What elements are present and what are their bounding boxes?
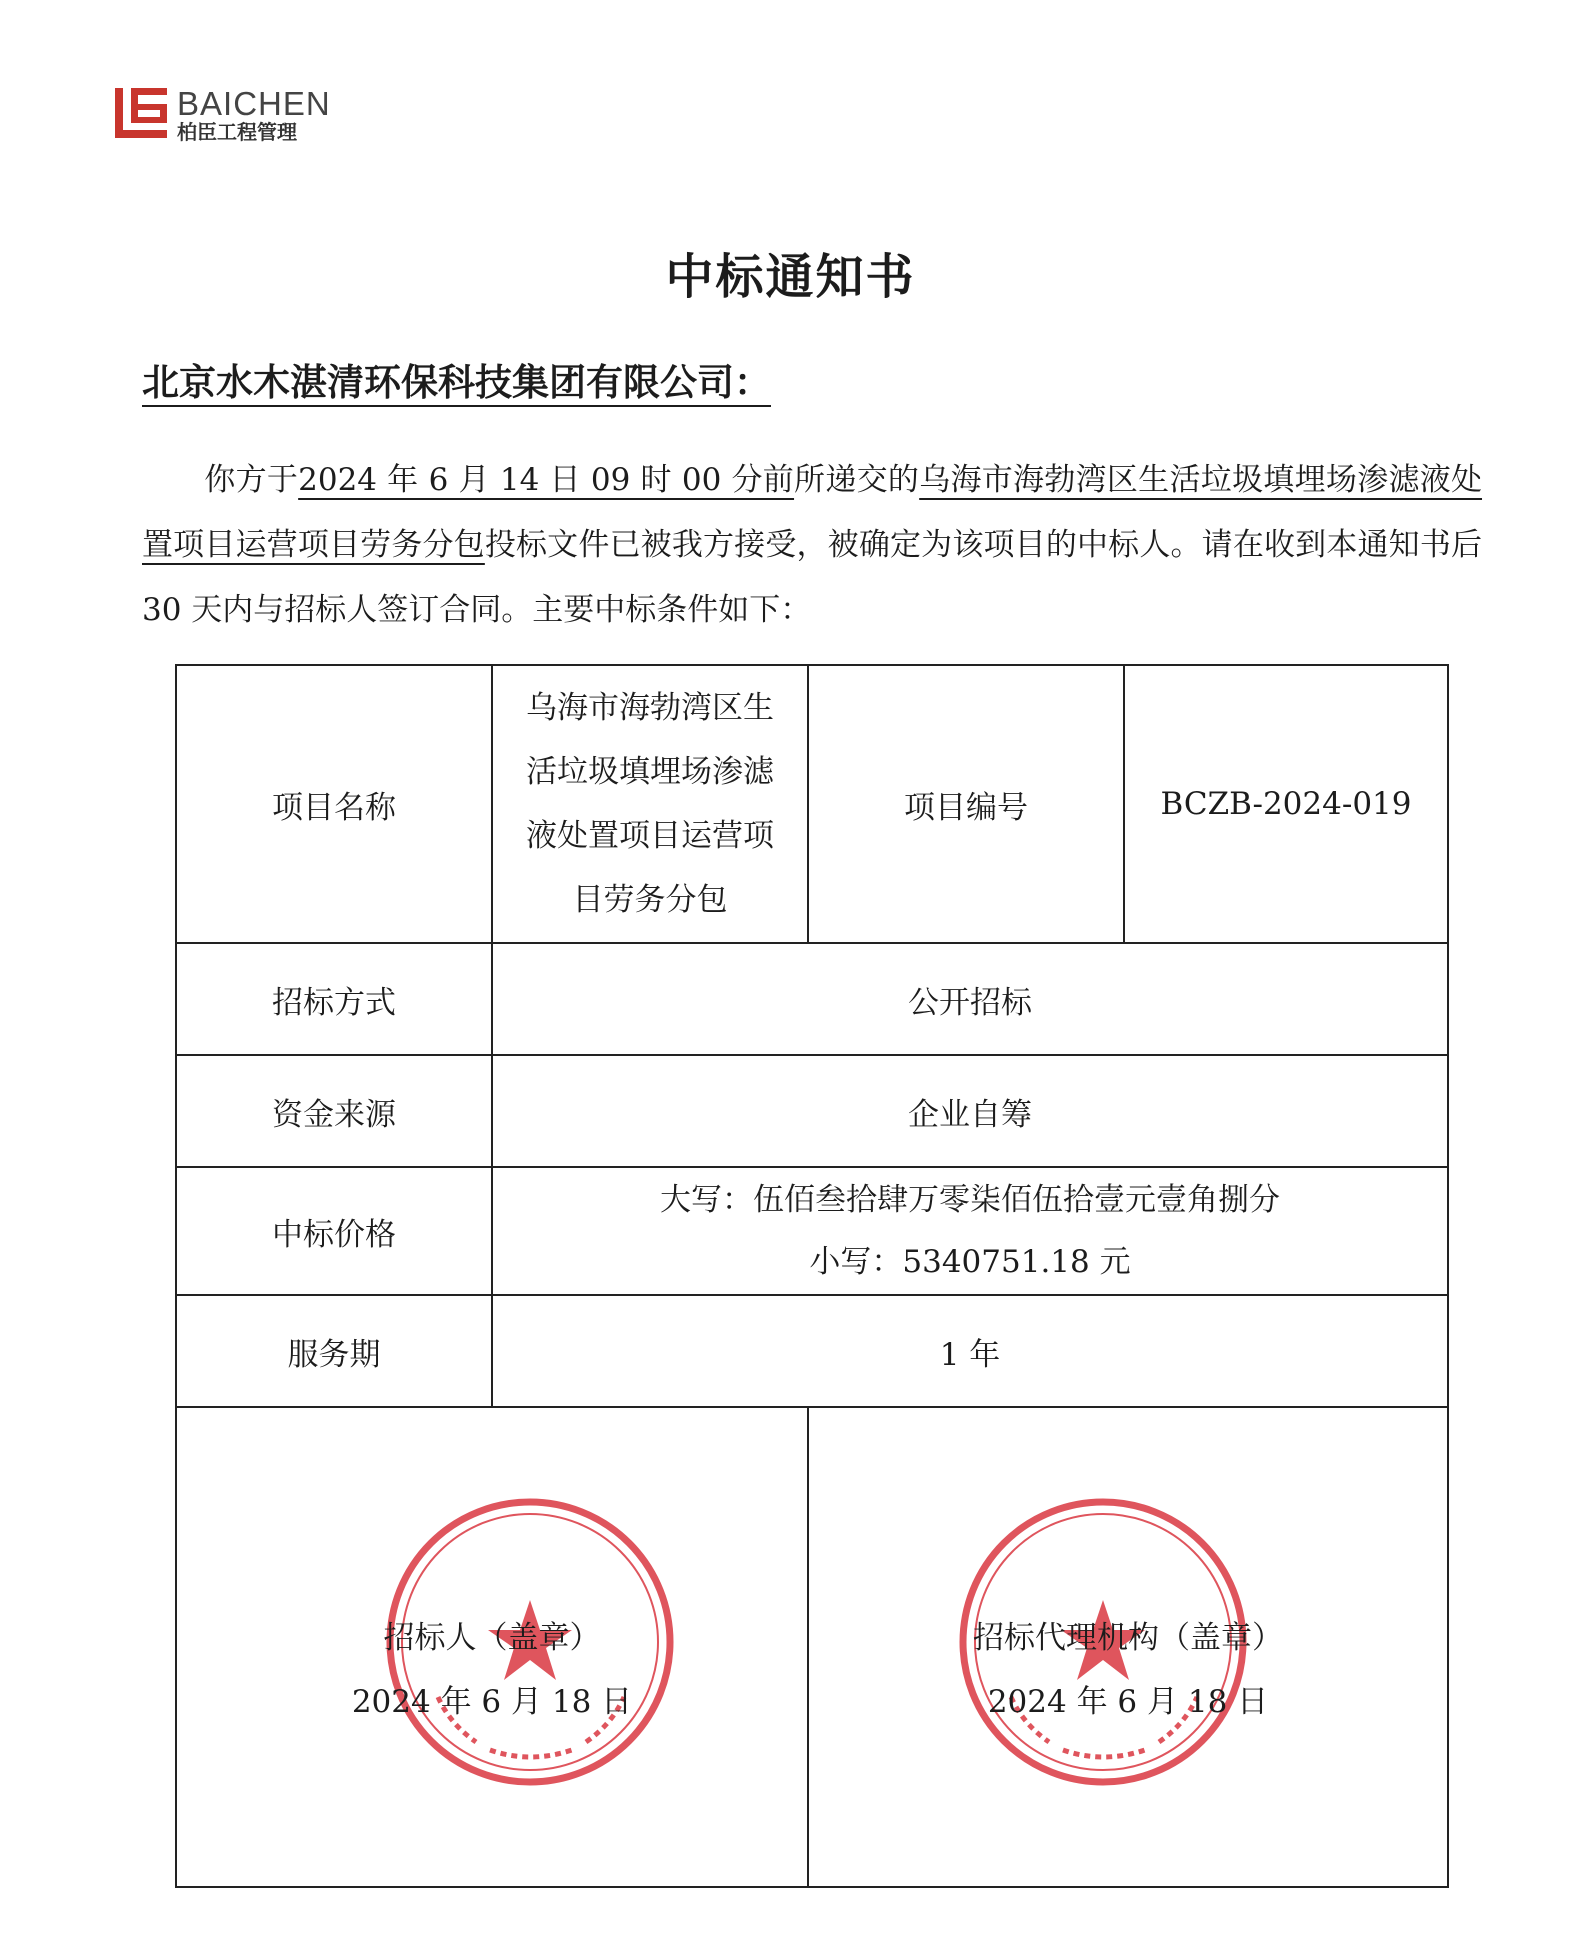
body-intro: 你方于 bbox=[204, 462, 299, 498]
project-name-line: 乌海市海勃湾区生 bbox=[526, 690, 774, 726]
service-period-value: 1 年 bbox=[492, 1295, 1448, 1407]
project-name-line: 活垃圾填埋场渗滤 bbox=[526, 754, 774, 790]
tender-method-label: 招标方式 bbox=[176, 943, 492, 1055]
agent-label: 招标代理机构（盖章） bbox=[973, 1620, 1283, 1656]
funding-source-value: 企业自筹 bbox=[492, 1055, 1448, 1167]
service-period-label: 服务期 bbox=[176, 1295, 492, 1407]
addressee-name: 北京水木湛清环保科技集团有限公司： bbox=[142, 361, 771, 404]
tenderer-signature-block bbox=[177, 1606, 807, 1734]
agent-signature-cell bbox=[808, 1407, 1448, 1887]
tenderer-date: 2024 年 6 月 18 日 bbox=[351, 1684, 633, 1720]
page-title: 中标通知书 bbox=[665, 249, 916, 305]
table-row bbox=[176, 1295, 1448, 1407]
baichen-logo bbox=[113, 86, 343, 146]
bid-price-label: 中标价格 bbox=[176, 1167, 492, 1295]
award-terms-table bbox=[175, 664, 1449, 1888]
body-submitted: 所递交的 bbox=[794, 462, 920, 498]
tenderer-signature-cell bbox=[176, 1407, 808, 1887]
project-number-label: 项目编号 bbox=[808, 665, 1124, 943]
addressee bbox=[142, 352, 793, 406]
funding-source-label: 资金来源 bbox=[176, 1055, 492, 1167]
project-number-value: BCZB-2024-019 bbox=[1124, 665, 1448, 943]
bid-price-value bbox=[492, 1167, 1448, 1295]
agent-signature-block bbox=[809, 1606, 1447, 1734]
agent-date: 2024 年 6 月 18 日 bbox=[987, 1684, 1269, 1720]
notice-body bbox=[142, 448, 1482, 643]
project-name-line: 目劳务分包 bbox=[572, 882, 728, 918]
project-name-value bbox=[492, 665, 808, 943]
project-title: 乌海市海勃湾区生活垃圾填埋场渗滤液处置项目运营项目劳务分包 bbox=[142, 462, 1483, 563]
table-row bbox=[176, 1167, 1448, 1295]
signature-row bbox=[176, 1407, 1448, 1887]
project-name-label: 项目名称 bbox=[176, 665, 492, 943]
table-row bbox=[176, 665, 1448, 943]
table-row bbox=[176, 943, 1448, 1055]
tenderer-label: 招标人（盖章） bbox=[383, 1620, 601, 1656]
price-in-figures: 小写：5340751.18 元 bbox=[809, 1244, 1131, 1280]
table-row bbox=[176, 1055, 1448, 1167]
price-in-words: 大写：伍佰叁拾肆万零柒佰伍拾壹元壹角捌分 bbox=[660, 1182, 1280, 1218]
submission-date: 2024 年 6 月 14 日 09 时 00 分前 bbox=[298, 462, 795, 498]
logo-chinese-name: 柏臣工程管理 bbox=[177, 120, 297, 144]
baichen-logo-icon bbox=[113, 86, 169, 142]
body-conditions: 投标文件已被我方接受，被确定为该项目的中标人。请在收到本通知书后 30 天内与招标人签订合同。主要中标条件如下： bbox=[142, 527, 1483, 628]
logo-english-name: BAICHEN bbox=[177, 85, 331, 122]
project-name-line: 液处置项目运营项 bbox=[526, 818, 774, 854]
tender-method-value: 公开招标 bbox=[492, 943, 1448, 1055]
